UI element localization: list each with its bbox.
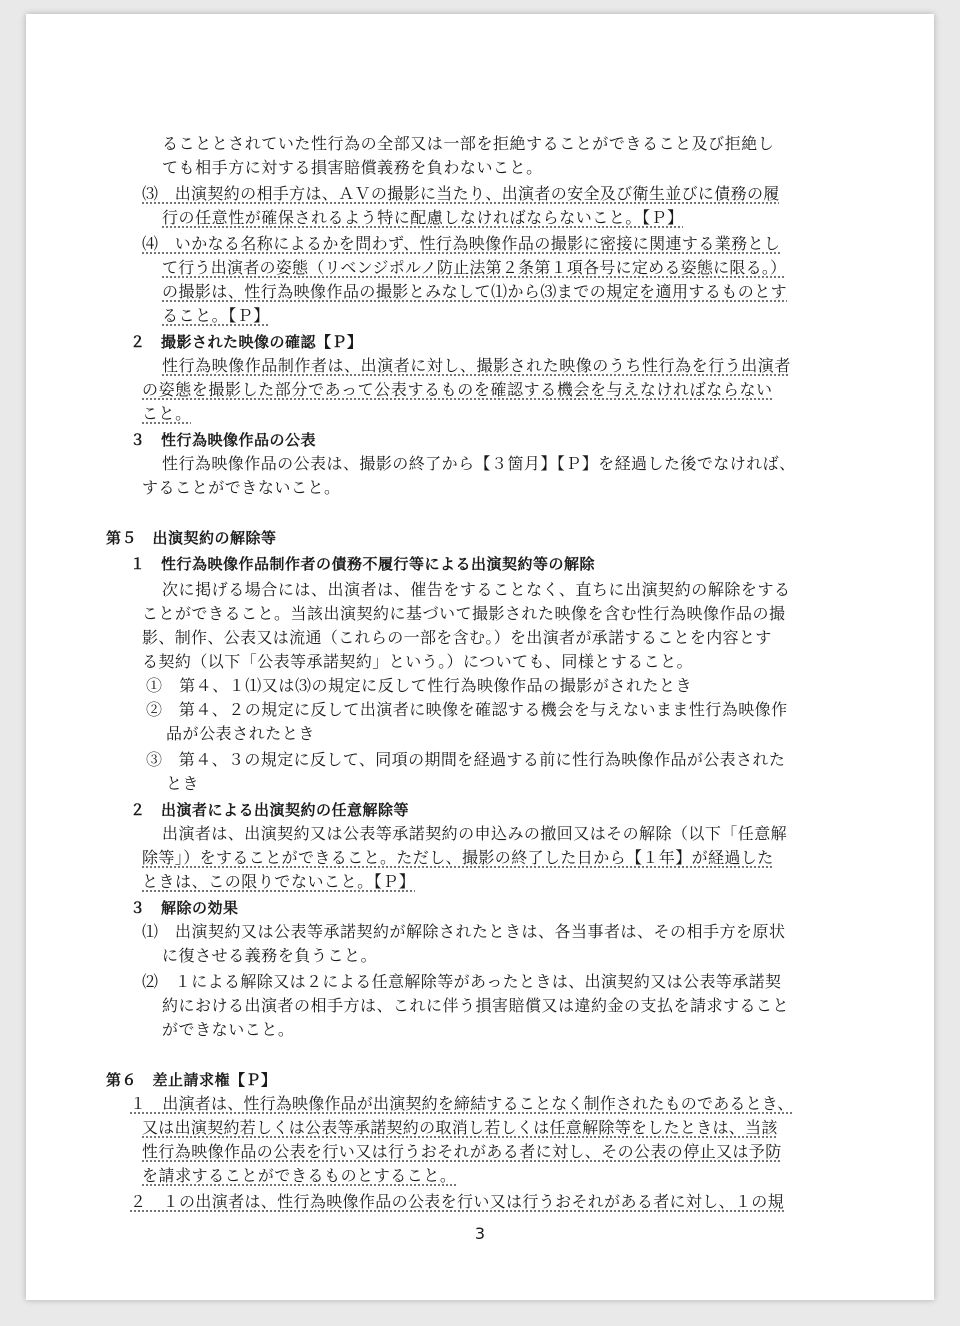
paragraph-line: 性行為映像作品の公表は、撮影の終了から【３箇月】【Ｐ】を経過した後でなければ、	[162, 454, 796, 473]
document-page	[26, 14, 934, 1300]
paragraph-line: ときは、この限りでないこと。【Ｐ】	[142, 872, 416, 891]
heading-2-video-confirmation: ２ 撮影された映像の確認【Ｐ】	[130, 333, 363, 351]
document-body	[26, 14, 934, 1300]
paragraph-line: １ 出演者は、性行為映像作品が出演契約を締結することなく制作されたものであるとき、	[130, 1094, 794, 1113]
item-2-line: ができないこと。	[162, 1020, 295, 1039]
paragraph-line: を請求することができるものとすること。	[142, 1166, 457, 1185]
list-item-1: ① 第４、１⑴又は⑶の規定に反して性行為映像作品の撮影がされたとき	[146, 676, 693, 695]
list-item-2: 品が公表されたとき	[166, 724, 315, 743]
list-item-3: とき	[166, 774, 200, 793]
item-3-line: 行の任意性が確保されるよう特に配慮しなければならないこと。【Ｐ】	[162, 208, 684, 227]
item-4-line: ⑷ いかなる名称によるかを問わず、性行為映像作品の撮影に密接に関連する業務とし	[142, 234, 781, 253]
paragraph-line: 除等」）をすることができること。ただし、撮影の終了した日から【１年】が経過した	[142, 848, 774, 867]
list-item-2: ② 第４、２の規定に反して出演者に映像を確認する機会を与えないまま性行為映像作	[146, 700, 788, 719]
item-4-line: ること。【Ｐ】	[162, 306, 270, 325]
item-4-line: て行う出演者の姿態（リベンジポルノ防止法第２条第１項各号に定める姿態に限る。）	[162, 258, 787, 277]
section-6-heading: 第６ 差止請求権【Ｐ】	[106, 1071, 277, 1089]
page-number: 3	[474, 1224, 486, 1243]
heading-3-termination-effect: ３ 解除の効果	[130, 899, 239, 917]
paragraph-line: 性行為映像作品制作者は、出演者に対し、撮影された映像のうち性行為を行う出演者	[162, 356, 791, 375]
paragraph-line: の姿態を撮影した部分であって公表するものを確認する機会を与えなければならない	[142, 380, 773, 399]
heading-1-contract-termination: １ 性行為映像作品制作者の債務不履行等による出演契約等の解除	[130, 555, 596, 573]
paragraph-line: ることとされていた性行為の全部又は一部を拒絶することができること及び拒絶し	[162, 134, 775, 153]
paragraph-line: ことができること。当該出演契約に基づいて撮影された映像を含む性行為映像作品の撮	[142, 604, 786, 623]
item-1-line: ⑴ 出演契約又は公表等承諾契約が解除されたときは、各当事者は、その相手方を原状	[142, 922, 786, 941]
item-2-line: ⑵ １による解除又は２による任意解除等があったときは、出演契約又は公表等承諾契	[142, 972, 782, 991]
list-item-3: ③ 第４、３の規定に反して、同項の期間を経過する前に性行為映像作品が公表された	[146, 750, 786, 769]
section-5-heading: 第５ 出演契約の解除等	[106, 529, 277, 547]
heading-3-publication: ３ 性行為映像作品の公表	[130, 431, 317, 449]
item-2-line: 約における出演者の相手方は、これに伴う損害賠償又は違約金の支払を請求すること	[162, 996, 790, 1015]
paragraph-line: ２ １の出演者は、性行為映像作品の公表を行い又は行うおそれがある者に対し、１の規	[130, 1192, 785, 1211]
paragraph-line: 性行為映像作品の公表を行い又は行うおそれがある者に対し、その公表の停止又は予防	[142, 1142, 782, 1161]
heading-2-voluntary-termination: ２ 出演者による出演契約の任意解除等	[130, 801, 410, 819]
paragraph-line: 又は出演契約若しくは公表等承諾契約の取消し若しくは任意解除等をしたときは、当該	[142, 1118, 778, 1137]
paragraph-line: ても相手方に対する損害賠償義務を負わないこと。	[162, 158, 543, 177]
item-4-line: の撮影は、性行為映像作品の撮影とみなして⑴から⑶までの規定を適用するものとす	[162, 282, 788, 301]
item-1-line: に復させる義務を負うこと。	[162, 946, 378, 965]
paragraph-line: こと。	[142, 404, 192, 423]
paragraph-line: 影、制作、公表又は流通（これらの一部を含む。）を出演者が承諾することを内容とす	[142, 628, 772, 647]
paragraph-line: 出演者は、出演契約又は公表等承諾契約の申込みの撤回又はその解除（以下「任意解	[162, 824, 788, 843]
item-3-line: ⑶ 出演契約の相手方は、ＡＶの撮影に当たり、出演者の安全及び衛生並びに債務の履	[142, 184, 780, 203]
paragraph-line: することができないこと。	[142, 478, 341, 497]
paragraph-line: 次に掲げる場合には、出演者は、催告をすることなく、直ちに出演契約の解除をする	[162, 580, 791, 599]
paragraph-line: る契約（以下「公表等承諾契約」という。）についても、同様とすること。	[142, 652, 693, 671]
